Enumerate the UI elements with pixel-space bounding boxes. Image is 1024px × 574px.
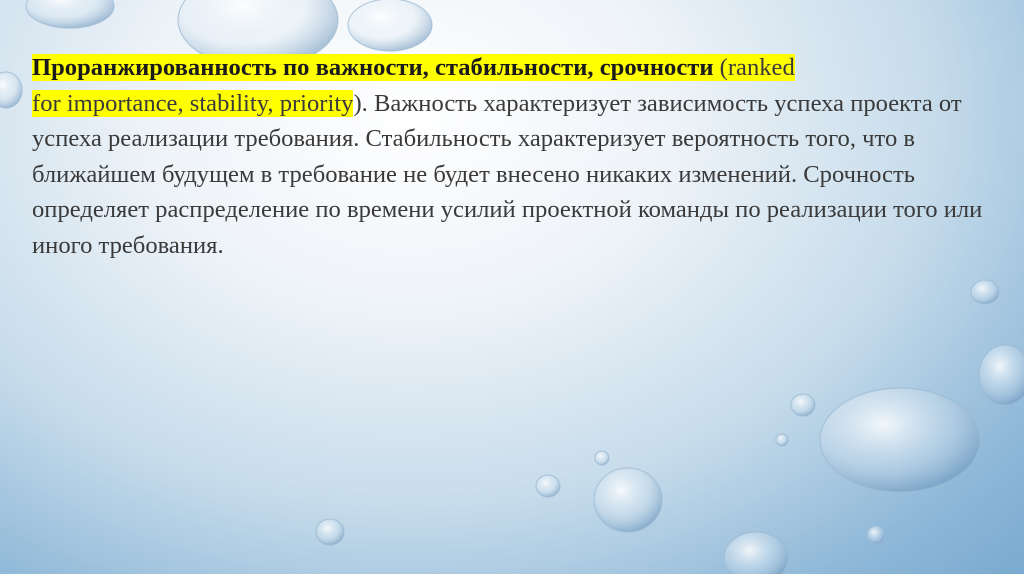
drop-icon — [348, 0, 432, 51]
drop-icon — [971, 280, 999, 304]
drop-icon — [595, 451, 609, 465]
drop-icon — [979, 345, 1024, 405]
term-highlight: Проранжированность по важности, стабильности, срочности — [32, 54, 714, 81]
drop-icon — [867, 526, 885, 544]
term-english-highlight: for importance, stability, priority — [32, 89, 354, 117]
drop-icon — [724, 532, 788, 574]
drop-icon — [791, 394, 815, 416]
close-paren: ) — [353, 89, 362, 117]
drop-icon — [26, 0, 114, 28]
drop-icon — [776, 434, 788, 446]
body-text: . Важность характеризует зависимость успеха проекта от успеха реализации требования. Стабильность характеризует вероятность того, что в ближайшем будущем в требование не будет внесено никаких изменений. Срочность определяет распределение по времени усилий проектной команды по реализации того или иного требования. — [32, 89, 983, 259]
drop-icon — [316, 519, 344, 545]
drop-icon — [0, 72, 22, 108]
drop-icon — [536, 475, 560, 497]
term-english-open: (ranked — [713, 54, 795, 81]
slide-text — [32, 50, 992, 263]
drop-icon — [594, 468, 662, 532]
drop-icon — [820, 388, 980, 492]
